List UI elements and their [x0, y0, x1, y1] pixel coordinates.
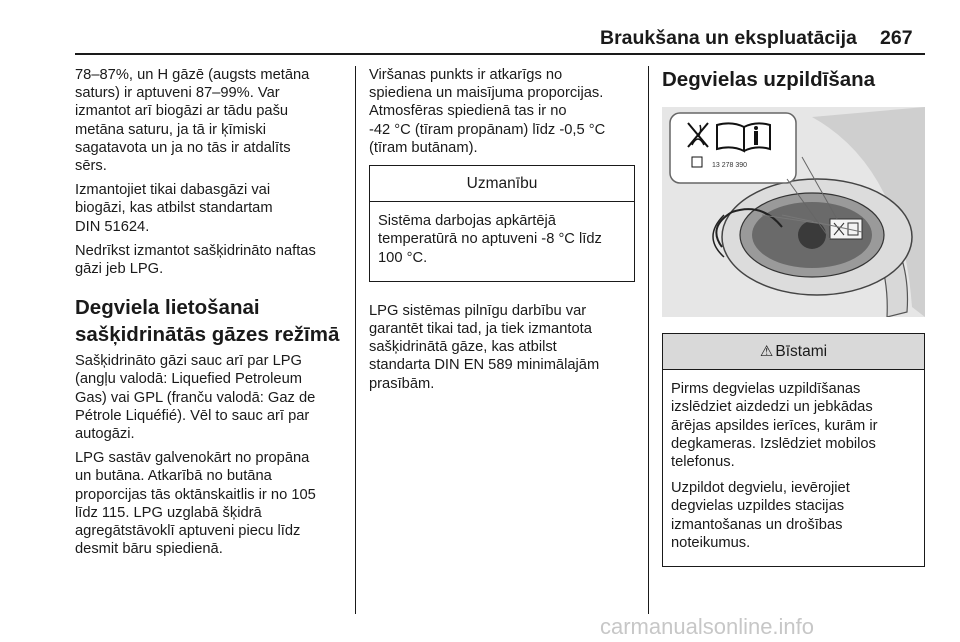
column-2 [369, 66, 635, 399]
notice-body [370, 202, 634, 281]
page-number: 267 [880, 27, 913, 49]
danger-title: Bīstami [775, 343, 828, 360]
column-3 [662, 66, 925, 587]
paragraph-lpg-composition: LPG sastāv galvenokārt no propāna un butāna. Atkarībā no butāna proporcijas tās oktānskaitlis ir no 105 līdz 115. LPG uzglabā šķidrā agregātstāvoklī aptuveni piecu līdz desmit bāru spiedienā. [75, 450, 316, 558]
paragraph-lpg-names: Sašķidrināto gāzi sauc arī par LPG (angļu valodā: Liquefied Petroleum Gas) vai GPL (franču valodā: Gaz de Pétrole Liquéfié). Vēl to sauc arī par autogāzi. [75, 353, 316, 443]
notice-box [369, 165, 635, 282]
danger-body [663, 370, 924, 566]
column-divider-1 [355, 66, 356, 614]
section-heading-lpg-fuel: Degviela lietošanai sašķidrinātās gāzes režīmā [75, 296, 340, 347]
danger-header [663, 334, 924, 370]
fuel-filler-figure [662, 107, 925, 317]
notice-title: Uzmanību [370, 166, 634, 202]
danger-box [662, 333, 925, 567]
header-rule [75, 53, 925, 55]
section-heading-refuelling: Degvielas uzpildīšana [662, 68, 876, 91]
figure-code: 13 278 390 [712, 162, 748, 169]
warning-triangle-icon: ⚠ [759, 343, 774, 360]
paragraph-no-lpg: Nedrīkst izmantot sašķidrināto naftas gāzi jeb LPG. [75, 242, 316, 278]
paragraph-use-natural-gas: Izmantojiet tikai dabasgāzi vai biogāzi, kas atbilst standartam DIN 51624. [75, 182, 273, 235]
column-1 [75, 66, 347, 564]
paragraph-boiling-point: Viršanas punkts ir atkarīgs no spiediena un maisījuma proporcijas. Atmosfēras spiedienā tas ir no -42 °C (tīram propānam) līdz -0,5 °C (tīram butānam). [369, 67, 606, 156]
danger-text-1: Pirms degvielas uzpildīšanas izslēdziet aizdedzi un jebkādas ārējas apsildes ierīces, kurām ir degkameras. Izslēdziet mobilos telefonus. [671, 381, 878, 471]
paragraph-lpg-standard: LPG sistēmas pilnīgu darbību var garantēt tikai tad, ja tiek izmantota sašķidrinātā gāze, kas atbilst standarta DIN EN 589 minimālajām prasībām. [369, 302, 600, 392]
column-divider-2 [648, 66, 649, 614]
watermark: carmanualsonline.info [600, 614, 815, 639]
notice-text: Sistēma darbojas apkārtējā temperatūrā no aptuveni -8 °C līdz 100 °C. [378, 213, 602, 266]
fuel-filler-illustration [662, 107, 925, 317]
paragraph-methane-content: 78–87%, un H gāzē (augsts metāna saturs) ir aptuveni 87–99%. Var izmantot arī biogāzi ar tādu pašu metāna saturu, ja tā ir ķīmiski sagatavota un ja no tās ir atdalīts sērs. [75, 67, 310, 175]
danger-text-2: Uzpildot degvielu, ievērojiet degvielas uzpildes stacijas izmantošanas un drošības noteikumus. [671, 480, 850, 551]
page-header-title: Braukšana un ekspluatācija [600, 27, 857, 49]
